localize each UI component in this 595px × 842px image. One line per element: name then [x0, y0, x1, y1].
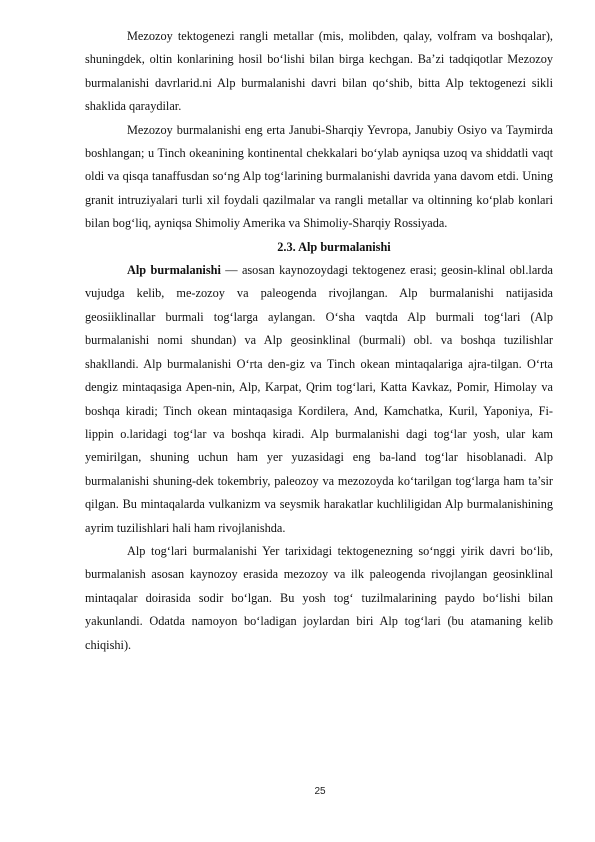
- paragraph-mezozoy-tectogenesis: Mezozoy tektogenezi rangli metallar (mis, molibden, qalay, volfram va boshqalar), shuningdek, oltin konlarining hosil bo‘lishi bilan birga kechgan. Ba’zi tadqiqotlar Mezozoy burmalanishi davrlarid.ni Alp burmalanishi davri bilan qo‘shib, bitta Alp tektogenezi sikli shaklida qaraydilar.: [85, 29, 553, 114]
- page-number: 25: [314, 786, 326, 797]
- definition-text: — asosan kaynozoydagi tektogenez erasi; geosin-klinal obl.larda vujudga kelib, me-zozoy va paleogenda rivojlangan. Alp burmalanishi natijasida geosiiklinallar burmali tog‘larga aylangan. O‘sha vaqtda Alp burmali tog‘lari (Alp burmalanishi nomi shundan) va Alp geosinklinal (burmali) obl. va boshqa tuzilishlar shakllandi. Alp burmalanishi O‘rta den-giz va Tinch okean mintaqalariga ajra-tilgan. O‘rta dengiz mintaqasiga Apen-nin, Alp, Karpat, Qrim tog‘lari, Katta Kavkaz, Pomir, Himolay va boshqa kiradi; Tinch okean mintaqasiga Kordilera, And, Kamchatka, Kuril, Yaponiya, Fi-lippin o.laridagi tog‘lar va boshqa kiradi. Alp burmalanishi dagi tog‘lar yosh, ular kam yemirilgan, shuning uchun ham yer yuzasidagi eng ba-land tog‘lar hisoblanadi. Alp burmalanishi shuning-dek tokembriy, paleozoy va mezozoyda ko‘tarilgan tog‘larga ham ta’sir qilgan. Bu mintaqalarda vulkanizm va seysmik harakatlar kuchliligidan Alp burmalanishining ayrim tuzilishlari hali ham rivojlanishda.: [85, 263, 553, 535]
- section-heading: 2.3. Alp burmalanishi: [277, 239, 391, 254]
- paragraph-alp-definition: [85, 259, 553, 540]
- bold-term: Alp burmalanishi: [127, 263, 221, 278]
- paragraph-alp-mountains: Alp tog‘lari burmalanishi Yer tarixidagi tektogenezning so‘nggi yirik davri bo‘lib, burmalanish asosan kaynozoy erasida mezozoy va ilk paleogenda rivojlangan geosinklinal mintaqalar doirasida sodir bo‘lgan. Bu yosh tog‘ tuzilmalarining paydo bo‘lishi bilan yakunlandi. Odatda namoyon bo‘ladigan joylardan biri Alp tog‘lari (bu atamaning kelib chiqishi).: [85, 543, 553, 652]
- document-page: [85, 25, 553, 657]
- paragraph-mezozoy-folding: Mezozoy burmalanishi eng erta Janubi-Sharqiy Yevropa, Janubiy Osiyo va Taymirda boshlangan; u Tinch okeanining kontinental chekkalari bo‘ylab ayniqsa uzoq va shiddatli vaqt oldi va qisqa tanaffusdan so‘ng Alp tog‘larining burmalanishi davrida yana davom etdi. Uning granit intruziyalari turli xil foydali qazilmalar va rangli metallar va oltinning ko‘plab konlari bilan bog‘liq, ayniqsa Shimoliy Amerika va Shimoliy-Sharqiy Rossiyada.: [85, 122, 553, 231]
